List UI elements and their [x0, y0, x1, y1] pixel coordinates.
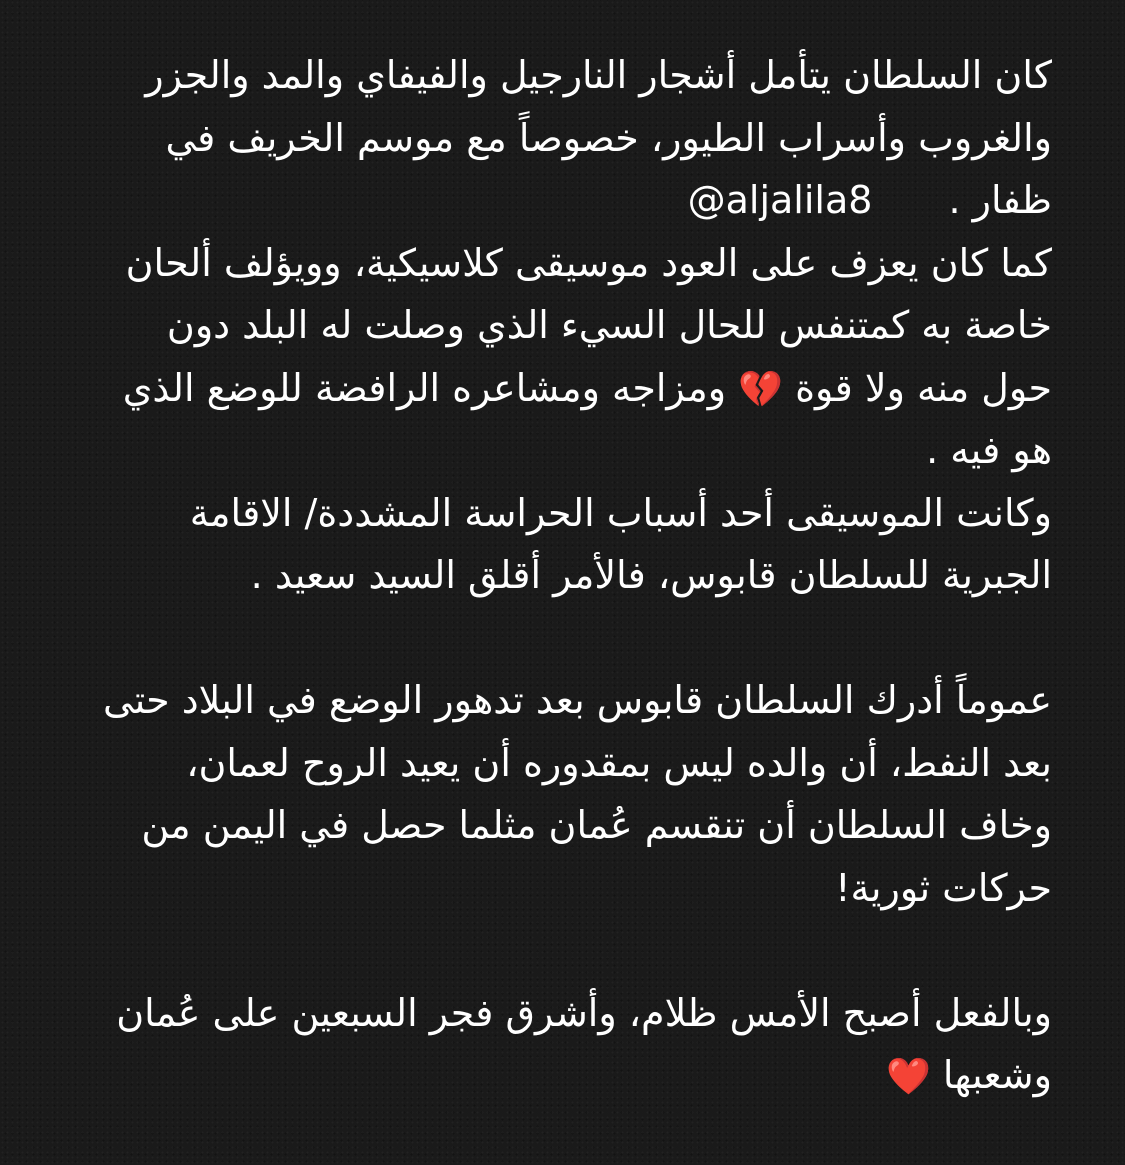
- note-line: وبالفعل أصبح الأمس ظلام، وأشرق فجر السبعين على عُمان: [116, 990, 1052, 1035]
- note-line: الجبرية للسلطان قابوس، فالأمر أقلق السيد سعيد .: [250, 553, 1052, 597]
- note-line: كما كان يعزف على العود موسيقى كلاسيكية، وويؤلف ألحان: [125, 240, 1052, 285]
- note-line-text: حول منه ولا قوة: [795, 365, 1052, 410]
- note-line-text: وشعبها: [942, 1053, 1052, 1097]
- note-line: [60, 1044, 1052, 1107]
- username-handle: @aljalila8: [687, 178, 873, 222]
- note-line-with-handle: [60, 169, 1052, 232]
- note-line: عموماً أدرك السلطان قابوس بعد تدهور الوضع في البلاد حتى: [103, 678, 1052, 722]
- note-line: وخاف السلطان أن تنقسم عُمان مثلما حصل في اليمن من: [141, 803, 1052, 847]
- note-line: وكانت الموسيقى أحد أسباب الحراسة المشددة/ الاقامة: [189, 490, 1052, 535]
- note-line: حركات ثورية!: [835, 865, 1052, 910]
- note-line: والغروب وأسراب الطيور، خصوصاً مع موسم الخريف في: [165, 115, 1052, 160]
- note-text: [60, 44, 1052, 1107]
- broken-heart-icon: 💔: [738, 368, 784, 410]
- red-heart-icon: ❤️: [885, 1056, 931, 1098]
- note-line-text: ظفار .: [948, 178, 1052, 222]
- note-line-text: ومزاجه ومشاعره الرافضة للوضع الذي: [122, 365, 727, 410]
- note-line: [60, 357, 1052, 420]
- blank-line: [60, 919, 1052, 982]
- note-line: هو فيه .: [926, 428, 1052, 472]
- note-line: خاصة به كمتنفس للحال السيء الذي وصلت له البلد دون: [166, 303, 1052, 347]
- note-line: بعد النفط، أن والده ليس بمقدوره أن يعيد الروح لعمان،: [186, 740, 1052, 785]
- blank-line: [60, 607, 1052, 670]
- note-line: كان السلطان يتأمل أشجار النارجيل والفيفاي والمد والجزر: [145, 53, 1052, 97]
